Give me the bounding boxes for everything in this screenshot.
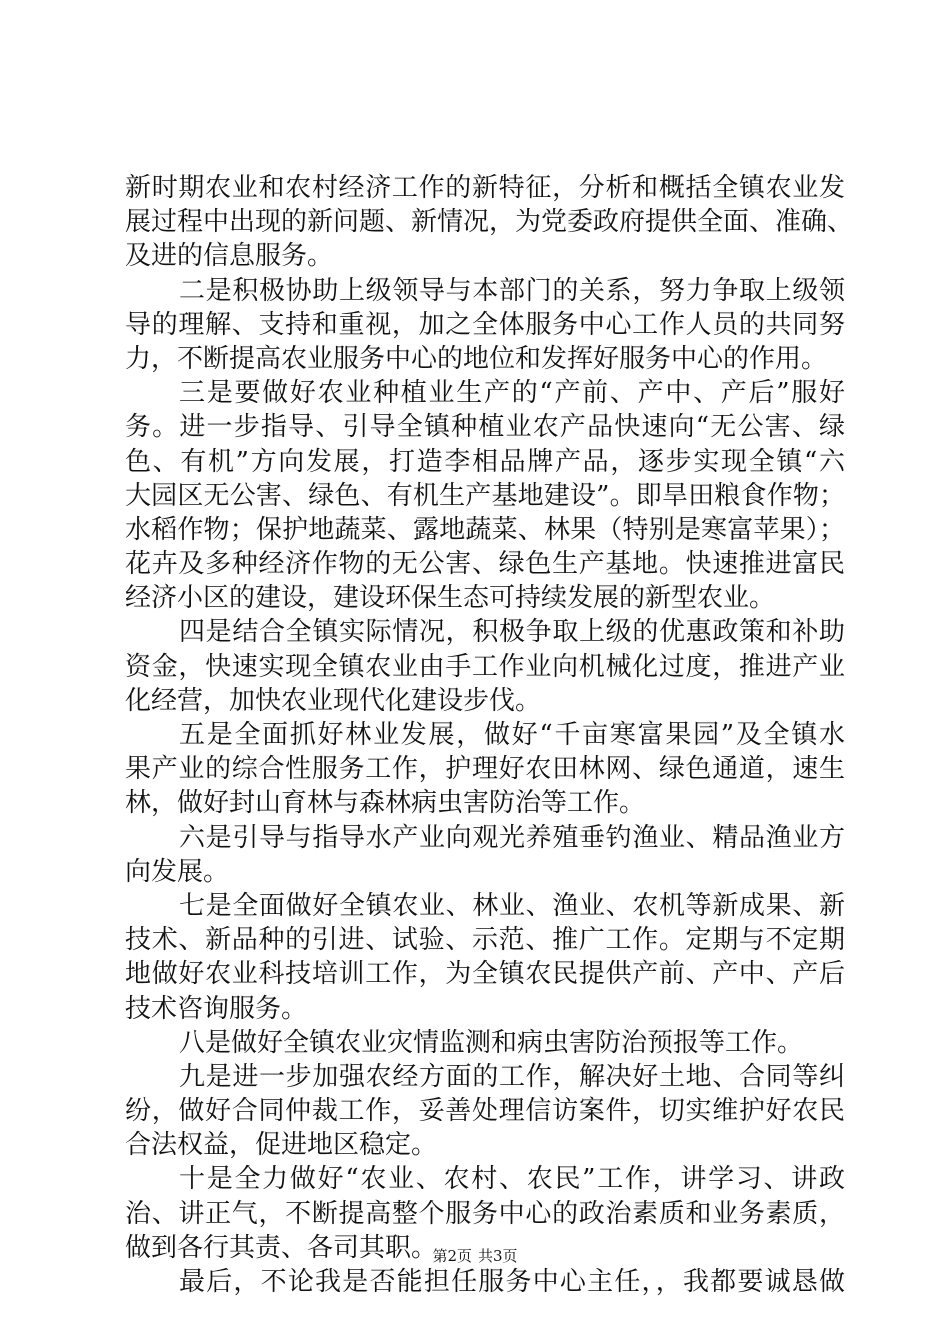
text-line: 十是全力做好“农业、农村、农民”工作，讲学习、讲政 <box>179 1164 845 1195</box>
text-line: 三是要做好农业种植业生产的“产前、产中、产后”服好 <box>179 378 845 409</box>
text-line: 七是全面做好全镇农业、林业、渔业、农机等新成果、新 <box>179 890 845 921</box>
text-line: 大园区无公害、绿色、有机生产基地建设”。即旱田粮食作物； <box>125 480 845 511</box>
text-line: 水稻作物；保护地蔬菜、露地蔬菜、林果（特别是寒富苹果）； <box>125 514 845 545</box>
text-line: 向发展。 <box>125 856 230 887</box>
text-line: 经济小区的建设，建设环保生态可持续发展的新型农业。 <box>125 583 776 614</box>
page-number: 第2页 <box>432 1247 472 1265</box>
text-line: 新时期农业和农村经济工作的新特征，分析和概括全镇农业发 <box>125 173 845 203</box>
text-line: 务。进一步指导、引导全镇种植业农产品快速向“无公害、绿 <box>125 412 845 443</box>
text-line: 纷，做好合同仲裁工作，妥善处理信访案件，切实维护好农民 <box>125 1096 845 1127</box>
text-line: 色、有机”方向发展，打造李相品牌产品，逐步实现全镇“六 <box>125 446 845 477</box>
text-line: 最后，不论我是否能担任服务中心主任，，我都要诚恳做 <box>179 1267 845 1297</box>
text-line: 五是全面抓好林业发展，做好“千亩寒富果园”及全镇水 <box>179 720 845 750</box>
text-line: 四是结合全镇实际情况，积极争取上级的优惠政策和补助 <box>179 617 845 648</box>
page-footer <box>0 1246 950 1266</box>
text-line: 六是引导与指导水产业向观光养殖垂钓渔业、精品渔业方 <box>179 822 845 853</box>
document-body <box>125 171 854 1299</box>
text-line: 技术咨询服务。 <box>125 993 308 1024</box>
text-line: 技术、新品种的引进、试验、示范、推广工作。定期与不定期 <box>125 925 845 956</box>
text-line: 果产业的综合性服务工作，护理好农田林网、绿色通道，速生 <box>125 754 845 785</box>
text-line: 地做好农业科技培训工作，为全镇农民提供产前、产中、产后 <box>125 959 845 990</box>
text-line: 治、讲正气，不断提高整个服务中心的政治素质和业务素质， <box>125 1198 845 1229</box>
text-line: 二是积极协助上级领导与本部门的关系，努力争取上级领 <box>179 275 845 306</box>
text-line: 做到各行其责、各司其职。 <box>125 1232 438 1263</box>
page-total: 共3页 <box>478 1247 518 1265</box>
text-line: 导的理解、支持和重视，加之全体服务中心工作人员的共同努 <box>125 309 845 340</box>
text-line: 花卉及多种经济作物的无公害、绿色生产基地。快速推进富民 <box>125 549 845 580</box>
text-line: 及进的信息服务。 <box>125 241 334 272</box>
text-line: 九是进一步加强农经方面的工作，解决好土地、合同等纠 <box>179 1061 845 1092</box>
text-line: 展过程中出现的新问题、新情况，为党委政府提供全面、准确、 <box>125 207 854 238</box>
text-line: 资金，快速实现全镇农业由手工作业向机械化过度，推进产业 <box>125 651 845 682</box>
text-line: 化经营，加快农业现代化建设步伐。 <box>125 685 542 716</box>
text-line: 力，不断提高农业服务中心的地位和发挥好服务中心的作用。 <box>125 343 828 374</box>
text-line: 八是做好全镇农业灾情监测和病虫害防治预报等工作。 <box>179 1027 804 1058</box>
text-line: 合法权益，促进地区稳定。 <box>125 1130 438 1161</box>
text-line: 林，做好封山育林与森林病虫害防治等工作。 <box>125 788 646 819</box>
